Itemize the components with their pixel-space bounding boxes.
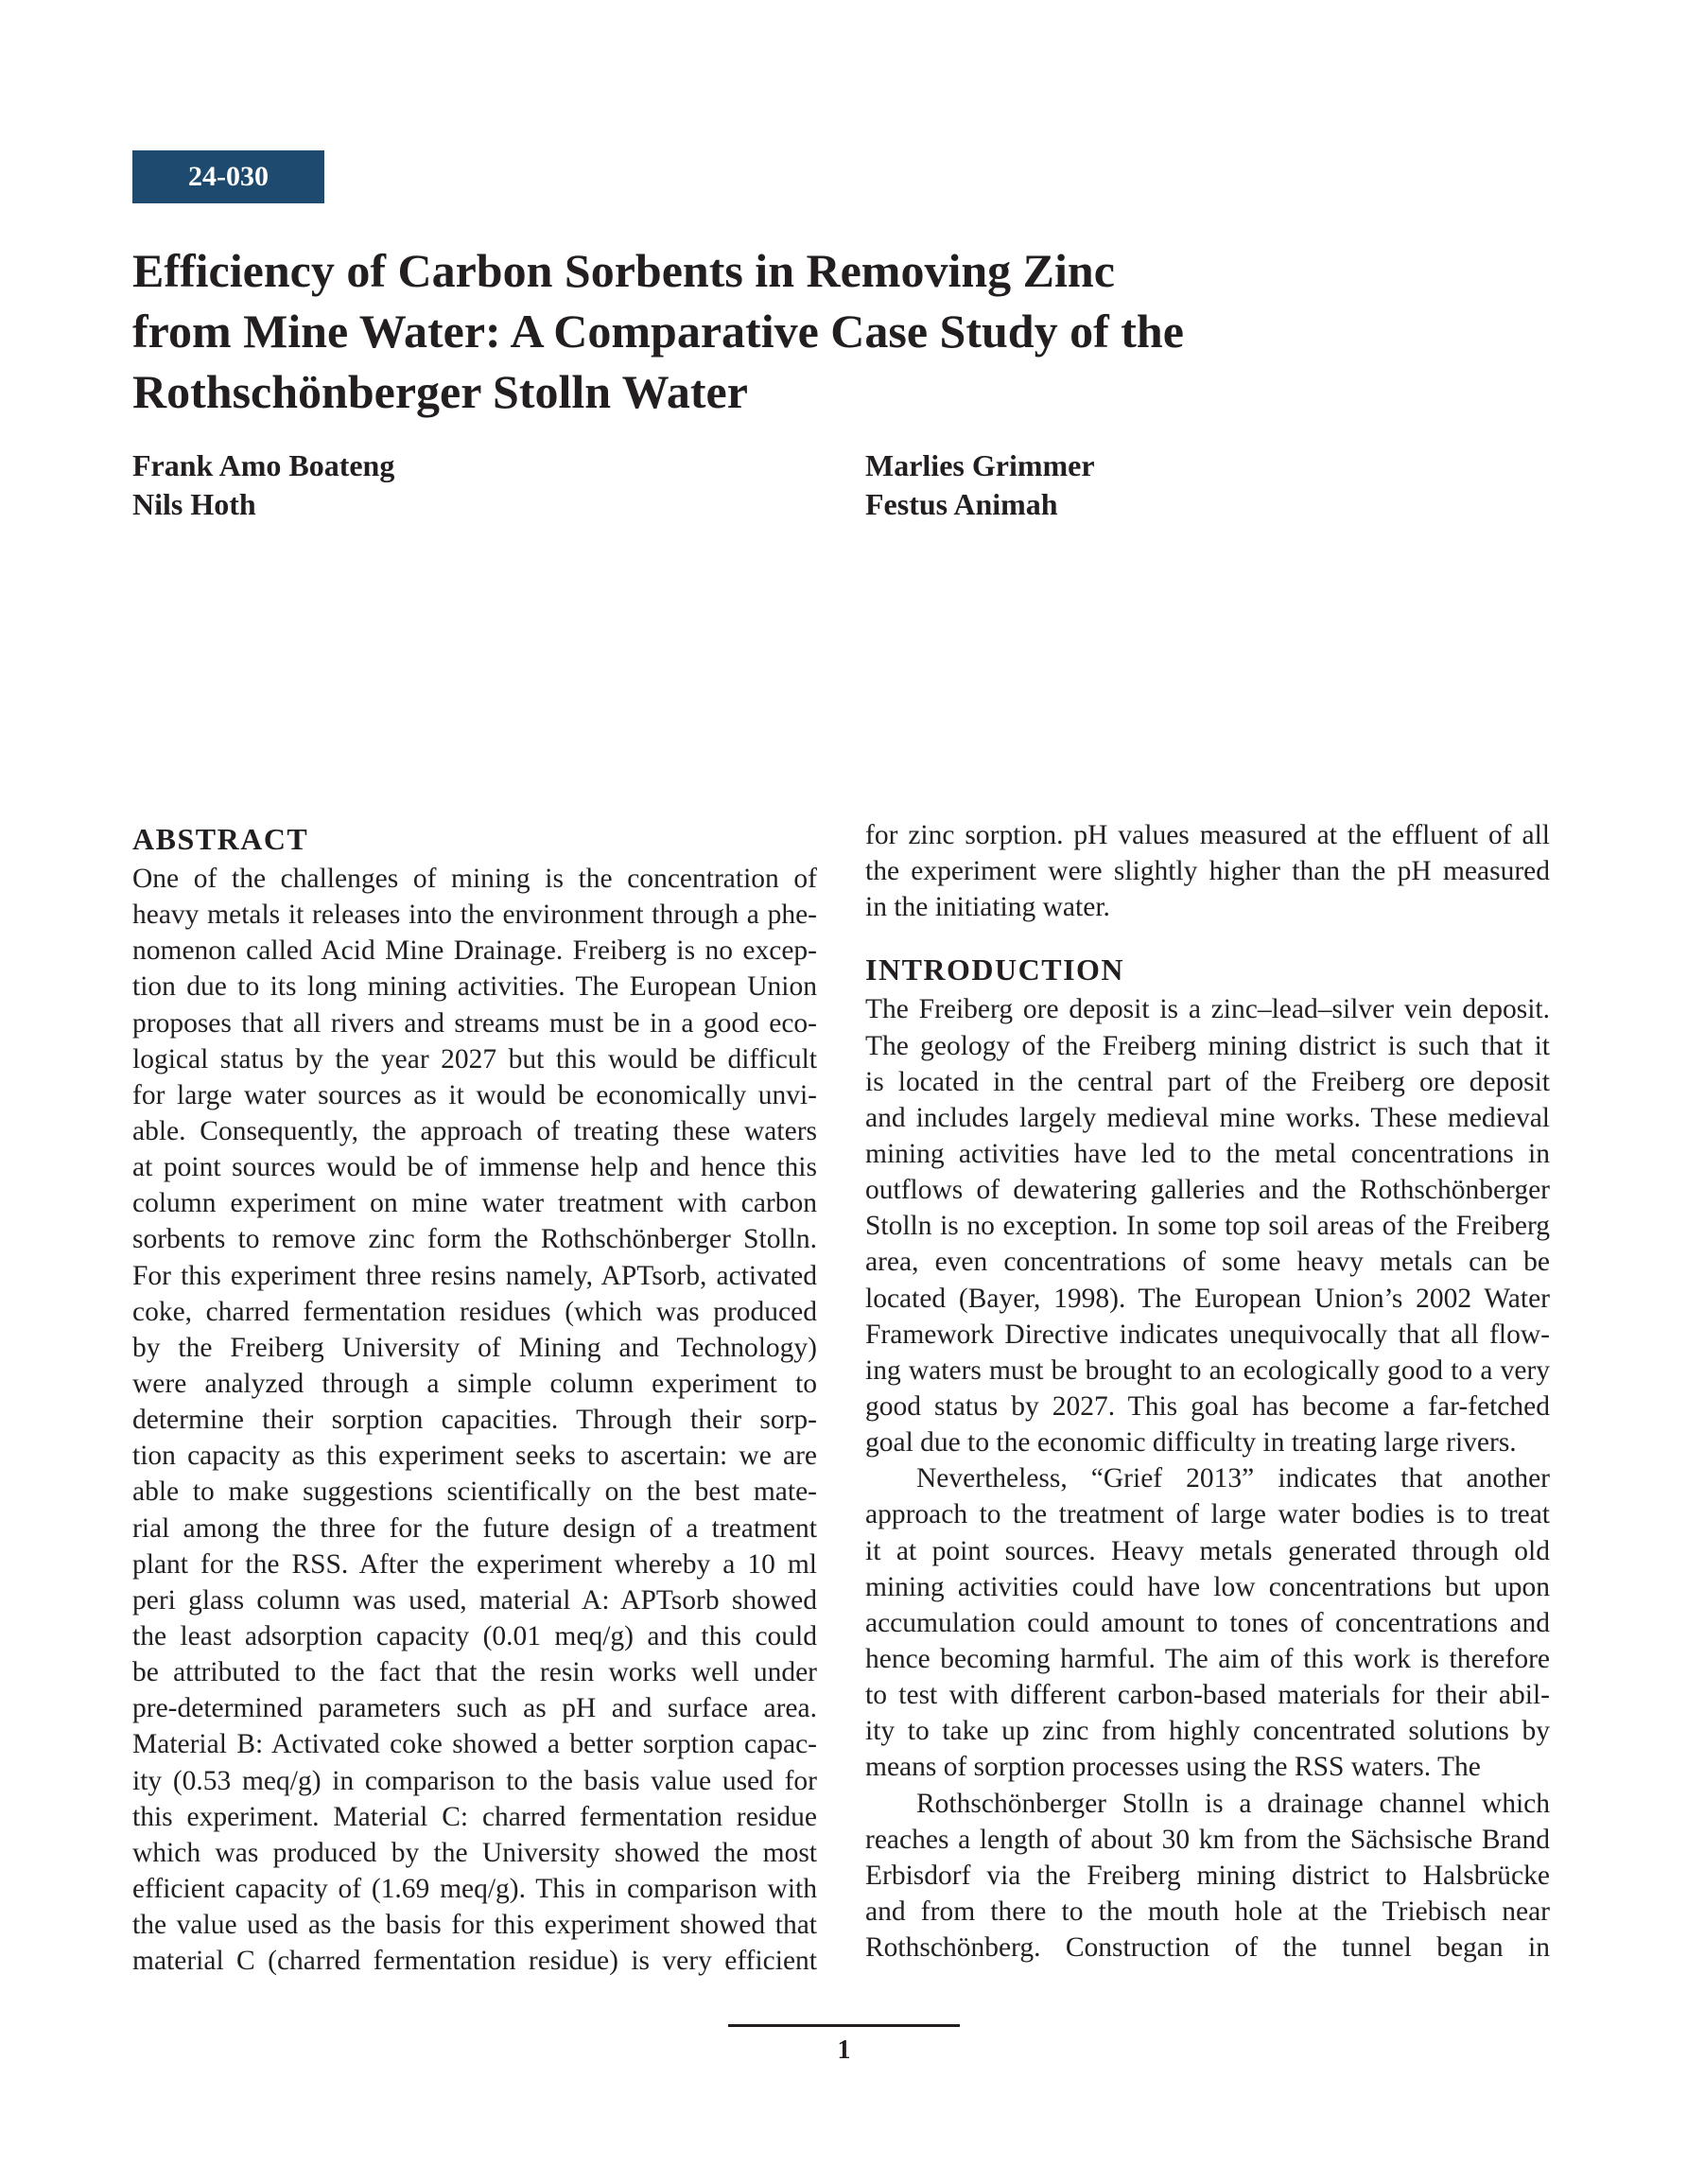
paper-id-badge: 24-030 [132, 150, 324, 203]
text-line: tion capacity as this experiment seeks to ascertain: we are [132, 1441, 817, 1472]
authors-left [132, 446, 394, 524]
title-line: Efficiency of Carbon Sorbents in Removing Zinc [132, 244, 1115, 297]
text-line: ity (0.53 meq/g) in comparison to the basis value used for [132, 1765, 817, 1796]
text-line: Stolln is no exception. In some top soil areas of the Freiberg [865, 1211, 1550, 1242]
left-column [132, 817, 817, 1979]
intro-paragraph-1 [865, 991, 1550, 1460]
text-line: pre-determined parameters such as pH and surface area. [132, 1693, 817, 1724]
paper-title [132, 240, 1267, 422]
footer-rule [728, 2024, 960, 2027]
intro-paragraph-2 [865, 1460, 1550, 1785]
author-name: Frank Amo Boateng [132, 448, 395, 482]
text-line: located (Bayer, 1998). The European Union’s 2002 Water [865, 1283, 1550, 1314]
text-line: were analyzed through a simple column experiment to [132, 1368, 817, 1399]
text-line: Framework Directive indicates unequivocally that all flow- [865, 1319, 1550, 1350]
text-line: peri glass column was used, material A: APTsorb showed [132, 1584, 817, 1616]
text-line: ity to take up zinc from highly concentrated solutions by [865, 1716, 1550, 1747]
author-name: Festus Animah [865, 487, 1058, 521]
text-line: plant for the RSS. After the experiment whereby a 10 ml [132, 1548, 817, 1580]
text-line: Erbisdorf via the Freiberg mining district to Halsbrücke [865, 1860, 1550, 1891]
text-line: sorbents to remove zinc form the Rothschönberger Stolln. [132, 1224, 817, 1255]
text-line: material C (charred fermentation residue) is very efficient [132, 1946, 817, 1977]
text-line: the value used as the basis for this experiment showed that [132, 1910, 817, 1941]
abstract-body [132, 861, 817, 1979]
text-line: to test with different carbon-based materials for their abil- [865, 1680, 1550, 1711]
text-line: the experiment were slightly higher than the pH measured [865, 856, 1550, 887]
text-line: For this experiment three resins namely, APTsorb, activated [132, 1260, 817, 1291]
text-line: and from there to the mouth hole at the Triebisch near [865, 1896, 1550, 1927]
title-line: from Mine Water: A Comparative Case Study of the [132, 305, 1184, 358]
text-line: efficient capacity of (1.69 meq/g). This in comparison with [132, 1873, 817, 1904]
text-line: which was produced by the University showed the most [132, 1837, 817, 1868]
text-line: approach to the treatment of large water bodies is to treat [865, 1499, 1550, 1530]
introduction-heading: INTRODUCTION [865, 952, 1125, 987]
text-line: The Freiberg ore deposit is a zinc–lead–silver vein deposit. [865, 994, 1550, 1025]
text-line: this experiment. Material C: charred fermentation residue [132, 1801, 817, 1832]
text-line: good status by 2027. This goal has become a far-fetched [865, 1390, 1550, 1422]
title-line: Rothschönberger Stolln Water [132, 365, 748, 418]
text-line: means of sorption processes using the RSS waters. The [865, 1752, 1481, 1783]
text-line: for large water sources as it would be economically unvi- [132, 1079, 817, 1110]
text-line: be attributed to the fact that the resin works well under [132, 1657, 817, 1688]
text-line: goal due to the economic difficulty in treating large rivers. [865, 1427, 1517, 1459]
page-number: 1 [837, 2035, 851, 2065]
text-line: the least adsorption capacity (0.01 meq/g) and this could [132, 1620, 817, 1651]
text-line: Rothschönberger Stolln is a drainage channel which [916, 1788, 1550, 1819]
text-line: ing waters must be brought to an ecologically good to a very [865, 1354, 1550, 1386]
text-line: for zinc sorption. pH values measured at the effluent of all [865, 820, 1550, 850]
text-line: able to make suggestions scientifically on the best mate- [132, 1476, 817, 1508]
text-line: Material B: Activated coke showed a better sorption capac- [132, 1729, 817, 1760]
text-line: One of the challenges of mining is the concentration of [132, 864, 817, 894]
text-line: at point sources would be of immense help and hence this [132, 1152, 817, 1183]
text-line: coke, charred fermentation residues (which was produced [132, 1296, 817, 1327]
text-line: area, even concentrations of some heavy metals can be [865, 1247, 1550, 1278]
authors-right [865, 446, 1095, 524]
text-line: Nevertheless, “Grief 2013” indicates that another [916, 1463, 1550, 1494]
right-column [865, 817, 1550, 1966]
text-line: it at point sources. Heavy metals generated through old [865, 1535, 1550, 1566]
text-line: tion due to its long mining activities. The European Union [132, 971, 817, 1003]
text-line: hence becoming harmful. The aim of this work is therefore [865, 1643, 1550, 1674]
text-line: heavy metals it releases into the environment through a phe- [132, 900, 817, 931]
author-name: Nils Hoth [132, 487, 256, 521]
abstract-heading: ABSTRACT [132, 822, 309, 856]
text-line: reaches a length of about 30 km from the Sächsische Brand [865, 1824, 1550, 1855]
text-line: outflows of dewatering galleries and the Rothschönberger [865, 1175, 1550, 1206]
text-line: proposes that all rivers and streams must be in a good eco- [132, 1007, 817, 1039]
abstract-continuation [865, 817, 1550, 925]
text-line: able. Consequently, the approach of treating these waters [132, 1115, 817, 1146]
text-line: mining activities could have low concentrations but upon [865, 1571, 1550, 1602]
text-line: mining activities have led to the metal concentrations in [865, 1138, 1550, 1169]
text-line: The geology of the Freiberg mining district is such that it [865, 1030, 1550, 1061]
text-line: and includes largely medieval mine works. These medieval [865, 1102, 1550, 1133]
text-line: Rothschönberg. Construction of the tunnel began in [865, 1932, 1550, 1964]
text-line: nomenon called Acid Mine Drainage. Freiberg is no excep- [132, 935, 817, 967]
text-line: in the initiating water. [865, 892, 1110, 923]
text-line: is located in the central part of the Freiberg ore deposit [865, 1066, 1550, 1097]
text-line: by the Freiberg University of Mining and Technology) [132, 1332, 817, 1363]
text-line: logical status by the year 2027 but this would be difficult [132, 1043, 817, 1075]
text-line: rial among the three for the future design of a treatment [132, 1512, 817, 1544]
text-line: accumulation could amount to tones of concentrations and [865, 1607, 1550, 1638]
text-line: determine their sorption capacities. Through their sorp- [132, 1405, 817, 1436]
text-line: column experiment on mine water treatment with carbon [132, 1188, 817, 1219]
intro-paragraph-3 [865, 1786, 1550, 1966]
author-name: Marlies Grimmer [865, 448, 1095, 482]
